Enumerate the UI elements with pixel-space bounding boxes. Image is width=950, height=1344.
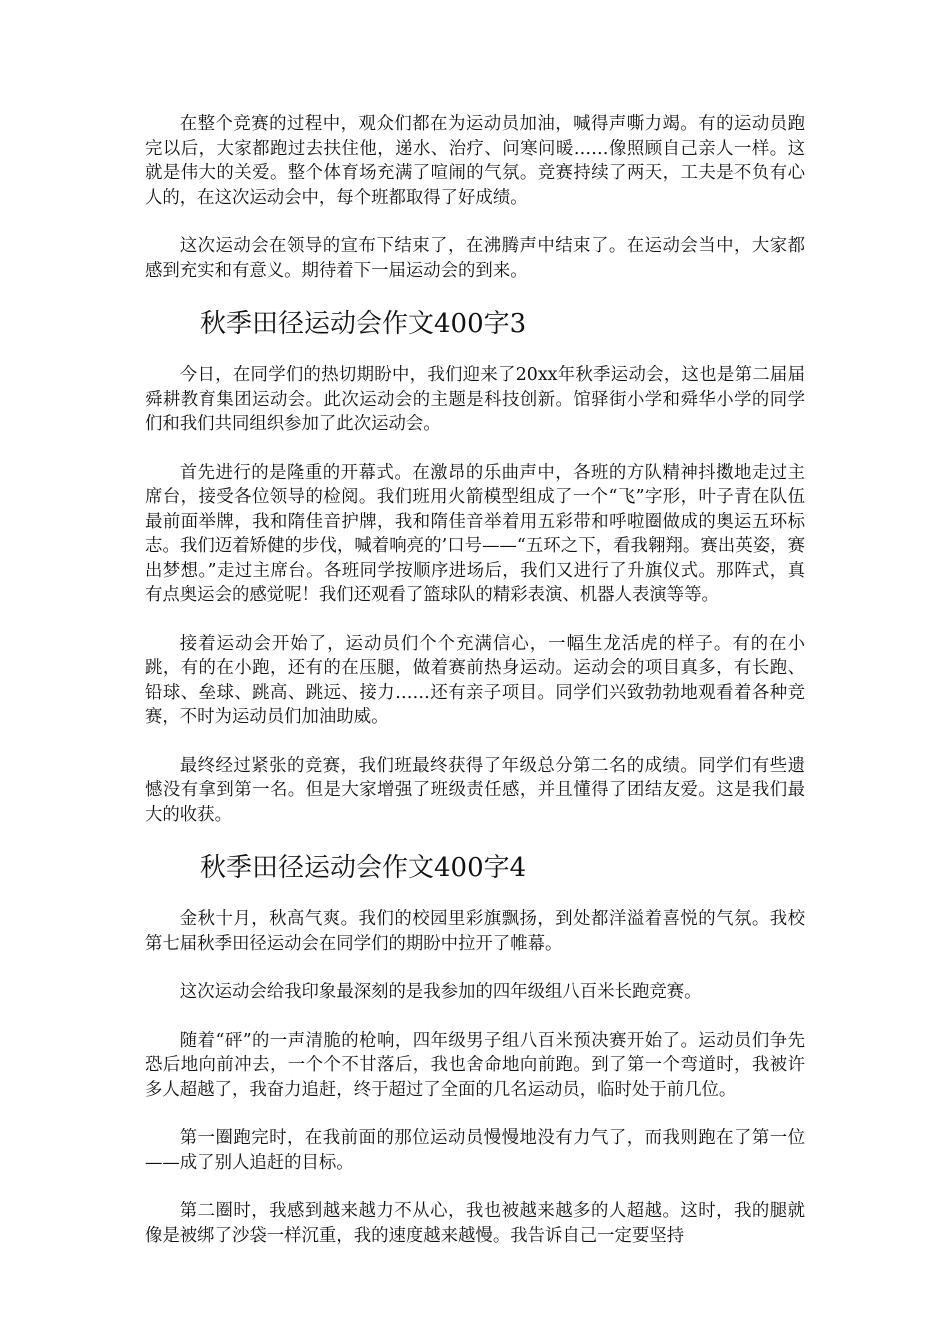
paragraph-essay4-intro: 金秋十月，秋高气爽。我们的校园里彩旗飘扬，到处都洋溢着喜悦的气氛。我校第七届秋季田径运动会在同学们的期盼中拉开了帷幕。 [145,909,805,954]
essay-4-title: 秋季田径运动会作文400字4 [200,853,527,883]
paragraph-essay3-intro: 今日，在同学们的热切期盼中，我们迎来了20xx年秋季运动会，这也是第二届届舜耕教育集团运动会。此次运动会的主题是科技创新。馆驿街小学和舜华小学的同学们和我们共同组织参加了此次运动会。 [145,365,805,434]
paragraph-closing: 这次运动会在领导的宣布下结束了，在沸腾声中结束了。在运动会当中，大家都感到充实和有意义。期待着下一届运动会的到来。 [145,236,805,281]
paragraph-essay4-impression: 这次运动会给我印象最深刻的是我参加的四年级组八百米长跑竞赛。 [179,982,702,1002]
paragraph-essay4-second-lap: 第二圈时，我感到越来越力不从心，我也被越来越多的人超越。这时，我的腿就像是被绑了沙袋一样沉重，我的速度越来越慢。我告诉自己一定要坚持 [145,1201,805,1246]
paragraph-cheering: 在整个竞赛的过程中，观众们都在为运动员加油，喊得声嘶力竭。有的运动员跑完以后，大家都跑过去扶住他，递水、治疗、问寒问暖……像照顾自己亲人一样。这就是伟大的关爱。整个体育场充满了喧闹的气氛。竞赛持续了两天，工夫是不负有心人的，在这次运动会中，每个班都取得了好成绩。 [145,114,805,208]
document-body [145,112,805,1272]
paragraph-essay4-first-lap: 第一圈跑完时，在我前面的那位运动员慢慢地没有力气了，而我则跑在了第一位——成了别人追赶的目标。 [145,1128,805,1173]
paragraph-essay3-opening-ceremony: 首先进行的是隆重的开幕式。在激昂的乐曲声中，各班的方队精神抖擞地走过主席台，接受各位领导的检阅。我们班用火箭模型组成了一个“飞”字形，叶子青在队伍最前面举牌，我和隋佳音护牌，我和隋佳音举着用五彩带和呼啦圈做成的奥运五环标志。我们迈着矫健的步伐，喊着响亮的’口号——“五环之下，看我翱翔。赛出英姿，赛出梦想。”走过主席台。各班同学按顺序进场后，我们又进行了升旗仪式。那阵式，真有点奥运会的感觉呢！我们还观看了篮球队的精彩表演、机器人表演等等。 [145,462,805,605]
paragraph-essay3-result: 最终经过紧张的竞赛，我们班最终获得了年级总分第二名的成绩。同学们有些遗憾没有拿到第一名。但是大家增强了班级责任感，并且懂得了团结友爱。这是我们最大的收获。 [145,755,805,825]
paragraph-essay3-events: 接着运动会开始了，运动员们个个充满信心，一幅生龙活虎的样子。有的在小跳，有的在小跑，还有的在压腿，做着赛前热身运动。运动会的项目真多，有长跑、铅球、垒球、跳高、跳远、接力……还有亲子项目。同学们兴致勃勃地观看着各种竞赛，不时为运动员们加油助威。 [145,633,805,727]
paragraph-essay4-start: 随着“砰”的一声清脆的枪响，四年级男子组八百米预决赛开始了。运动员们争先恐后地向前冲去，一个个不甘落后，我也舍命地向前跑。到了第一个弯道时，我被许多人超越了，我奋力追赶，终于超过了全面的几名运动员，临时处于前几位。 [145,1030,805,1100]
essay-3-title: 秋季田径运动会作文400字3 [200,309,527,339]
